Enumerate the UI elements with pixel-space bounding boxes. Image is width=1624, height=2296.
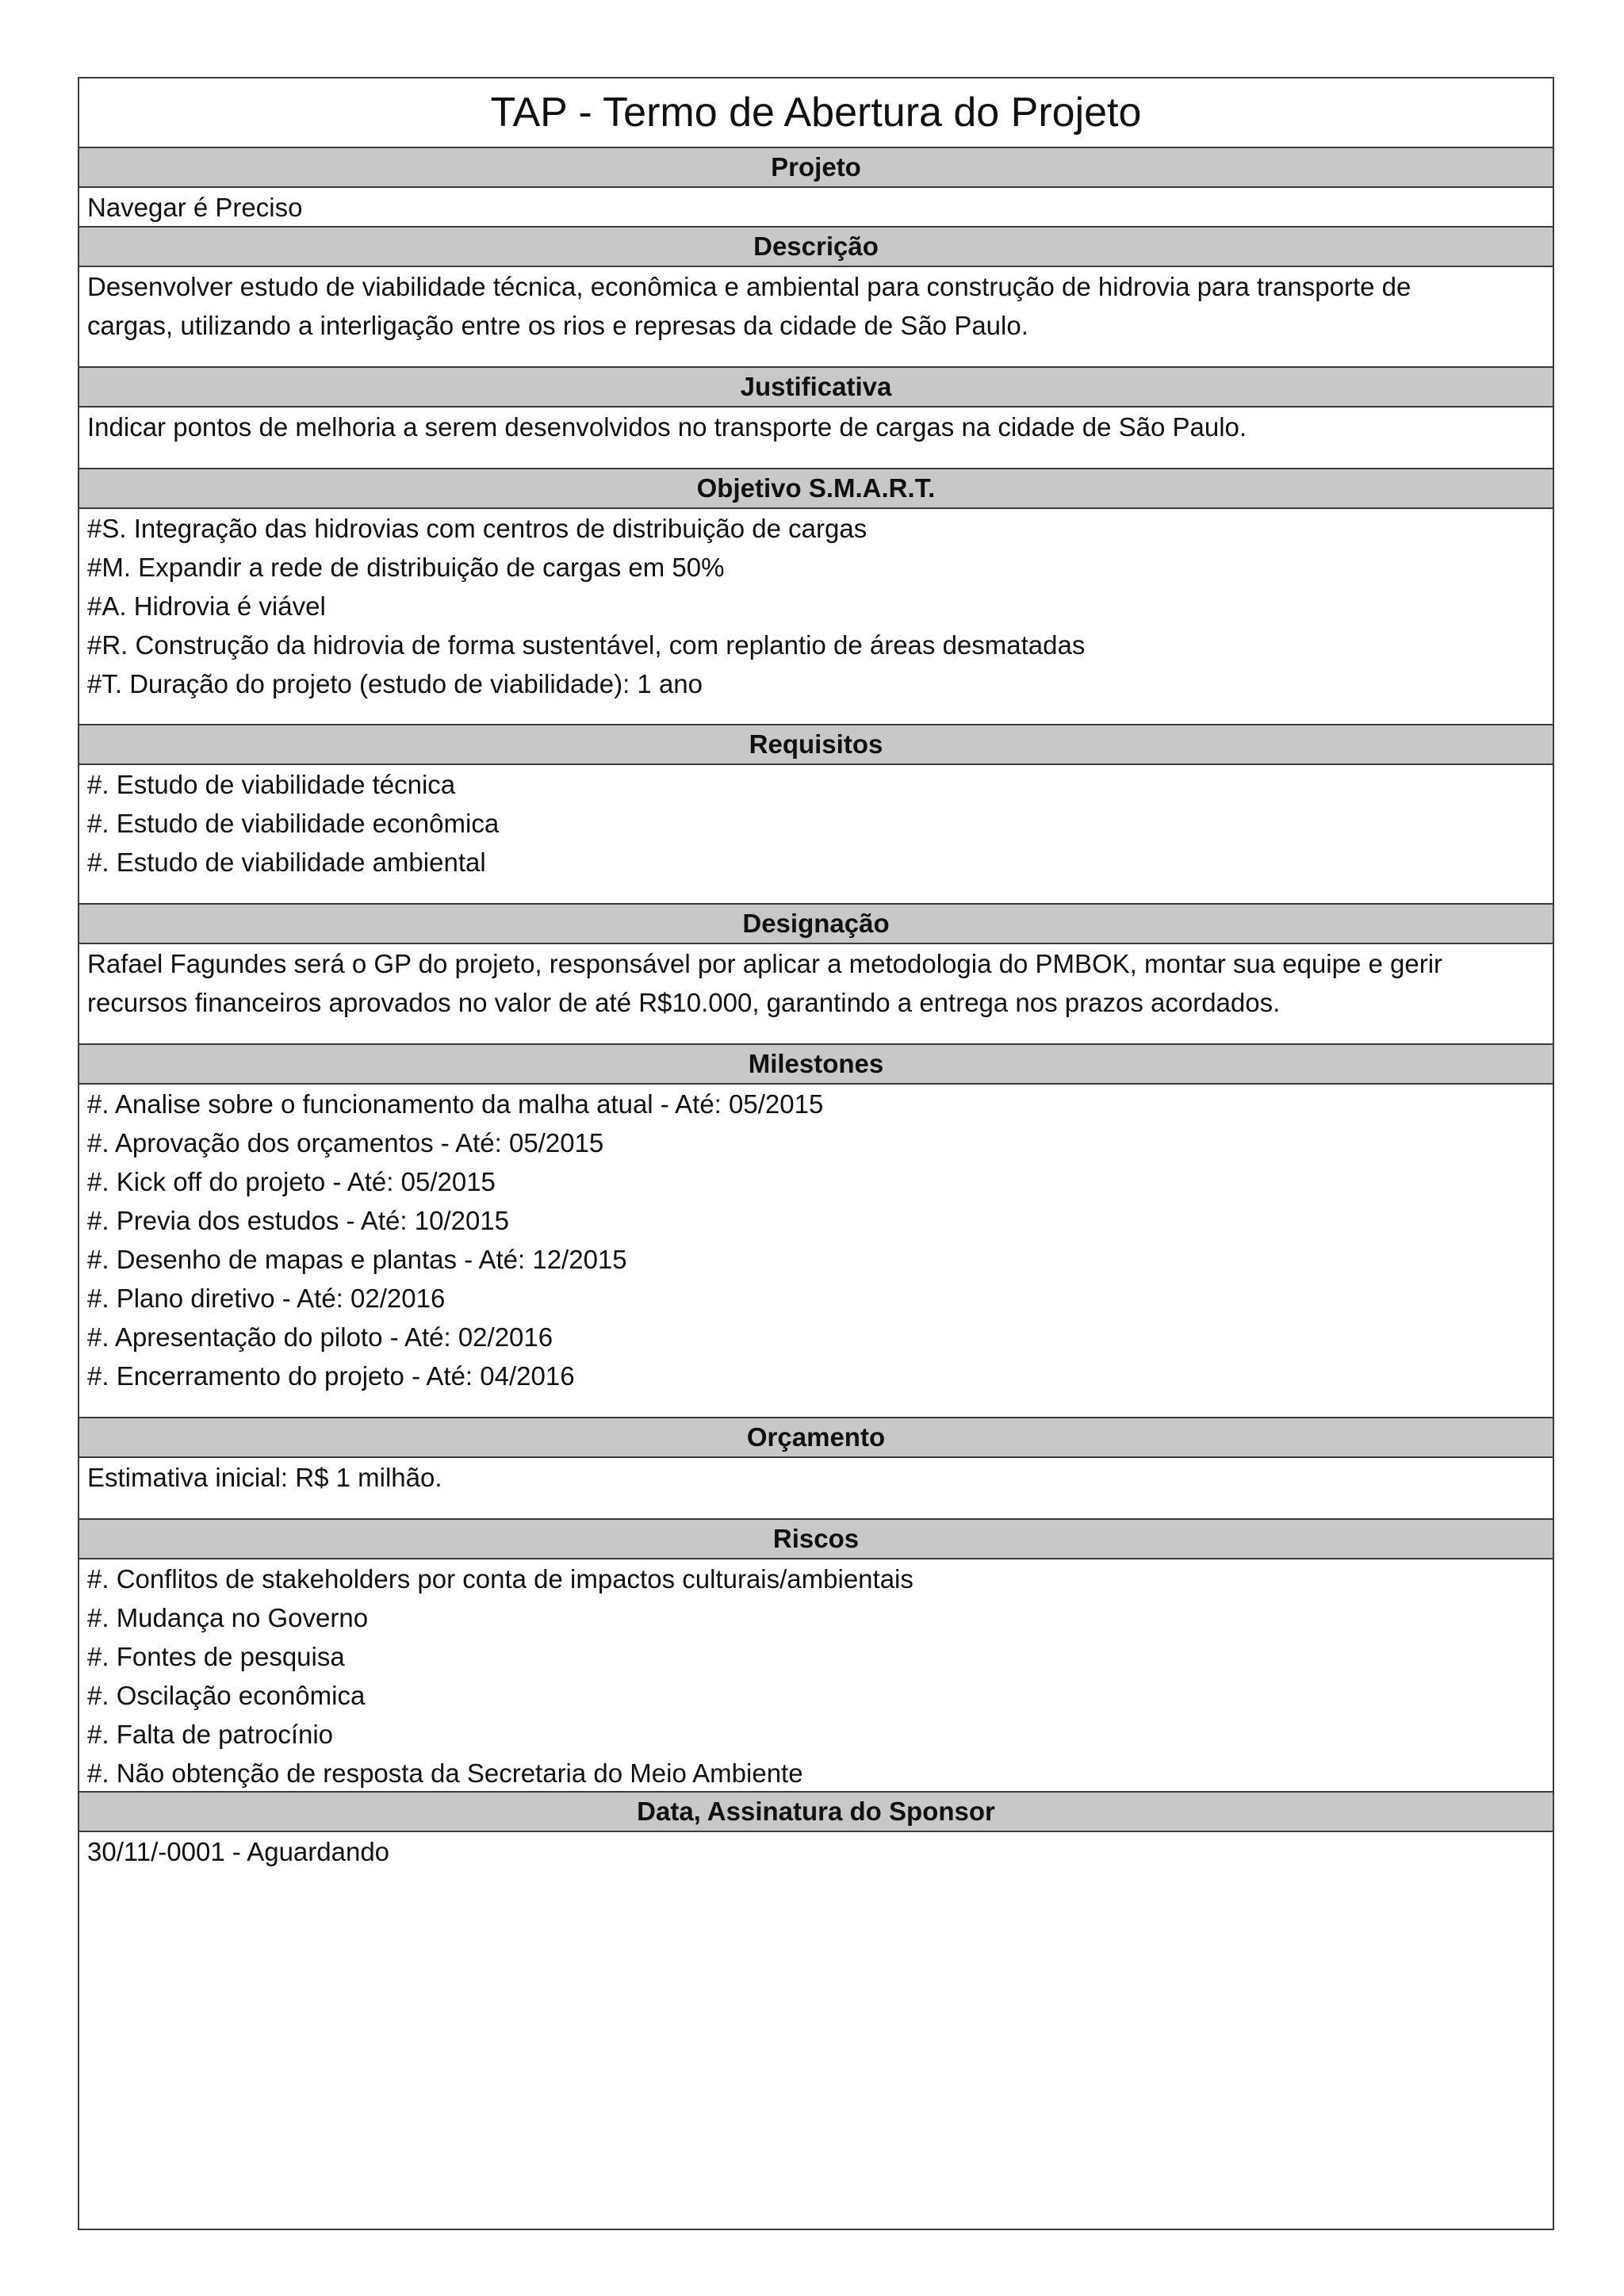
text-line: #A. Hidrovia é viável bbox=[87, 591, 326, 621]
text-line: #. Previa dos estudos - Até: 10/2015 bbox=[87, 1206, 510, 1235]
section-header-riscos: Riscos bbox=[79, 1520, 1553, 1559]
text-line: #T. Duração do projeto (estudo de viabilidade): 1 ano bbox=[87, 669, 703, 698]
text-line: #. Fontes de pesquisa bbox=[87, 1642, 345, 1671]
section-body-riscos bbox=[79, 1559, 1553, 1793]
text-line: #. Estudo de viabilidade técnica bbox=[87, 770, 456, 799]
section-header-descricao: Descrição bbox=[79, 228, 1553, 267]
text-line: Estimativa inicial: R$ 1 milhão. bbox=[87, 1463, 442, 1492]
text-line: #. Falta de patrocínio bbox=[87, 1720, 334, 1749]
text-line: Navegar é Preciso bbox=[87, 193, 303, 222]
tap-document bbox=[78, 77, 1554, 2230]
section-header-projeto: Projeto bbox=[79, 148, 1553, 188]
text-line: #. Aprovação dos orçamentos - Até: 05/2015 bbox=[87, 1128, 604, 1158]
section-header-designacao: Designação bbox=[79, 905, 1553, 944]
section-header-objetivo: Objetivo S.M.A.R.T. bbox=[79, 469, 1553, 509]
section-body-objetivo bbox=[79, 509, 1553, 725]
section-body-milestones bbox=[79, 1085, 1553, 1418]
text-line: #. Oscilação econômica bbox=[87, 1681, 366, 1710]
text-line: #. Apresentação do piloto - Até: 02/2016 bbox=[87, 1322, 553, 1352]
section-header-requisitos: Requisitos bbox=[79, 725, 1553, 765]
text-line: #M. Expandir a rede de distribuição de cargas em 50% bbox=[87, 553, 725, 582]
section-header-milestones: Milestones bbox=[79, 1045, 1553, 1085]
text-line: #. Estudo de viabilidade econômica bbox=[87, 809, 500, 838]
text-line: #S. Integração das hidrovias com centros de distribuição de cargas bbox=[87, 514, 868, 543]
document-title: TAP - Termo de Abertura do Projeto bbox=[79, 78, 1553, 148]
text-line: 30/11/-0001 - Aguardando bbox=[87, 1837, 390, 1866]
section-body-descricao bbox=[79, 267, 1553, 368]
section-body-designacao bbox=[79, 944, 1553, 1045]
text-line: #. Plano diretivo - Até: 02/2016 bbox=[87, 1284, 446, 1313]
text-line: #. Mudança no Governo bbox=[87, 1603, 369, 1632]
section-header-orcamento: Orçamento bbox=[79, 1418, 1553, 1458]
text-line: #. Kick off do projeto - Até: 05/2015 bbox=[87, 1167, 496, 1196]
text-line: #. Encerramento do projeto - Até: 04/2016 bbox=[87, 1361, 575, 1391]
section-body-assinatura bbox=[79, 1832, 1553, 1871]
section-body-projeto bbox=[79, 188, 1553, 228]
section-body-orcamento bbox=[79, 1458, 1553, 1520]
text-line: #R. Construção da hidrovia de forma sustentável, com replantio de áreas desmatadas bbox=[87, 630, 1086, 660]
text-line: recursos financeiros aprovados no valor de até R$10.000, garantindo a entrega nos prazos acordados. bbox=[87, 988, 1281, 1017]
text-line: #. Estudo de viabilidade ambiental bbox=[87, 848, 486, 877]
section-header-assinatura: Data, Assinatura do Sponsor bbox=[79, 1793, 1553, 1832]
text-line: Indicar pontos de melhoria a serem desenvolvidos no transporte de cargas na cidade de São Paulo. bbox=[87, 412, 1247, 442]
text-line: cargas, utilizando a interligação entre os rios e represas da cidade de São Paulo. bbox=[87, 311, 1028, 340]
text-line: Desenvolver estudo de viabilidade técnica, econômica e ambiental para construção de hidrovia para transporte de bbox=[87, 272, 1411, 301]
section-body-justificativa bbox=[79, 408, 1553, 469]
text-line: #. Não obtenção de resposta da Secretaria do Meio Ambiente bbox=[87, 1758, 803, 1788]
text-line: #. Desenho de mapas e plantas - Até: 12/2015 bbox=[87, 1245, 627, 1274]
text-line: #. Analise sobre o funcionamento da malha atual - Até: 05/2015 bbox=[87, 1089, 824, 1119]
section-header-justificativa: Justificativa bbox=[79, 368, 1553, 408]
text-line: Rafael Fagundes será o GP do projeto, responsável por aplicar a metodologia do PMBOK, montar sua equipe e gerir bbox=[87, 949, 1443, 978]
section-body-requisitos bbox=[79, 765, 1553, 905]
text-line: #. Conflitos de stakeholders por conta de impactos culturais/ambientais bbox=[87, 1564, 914, 1594]
